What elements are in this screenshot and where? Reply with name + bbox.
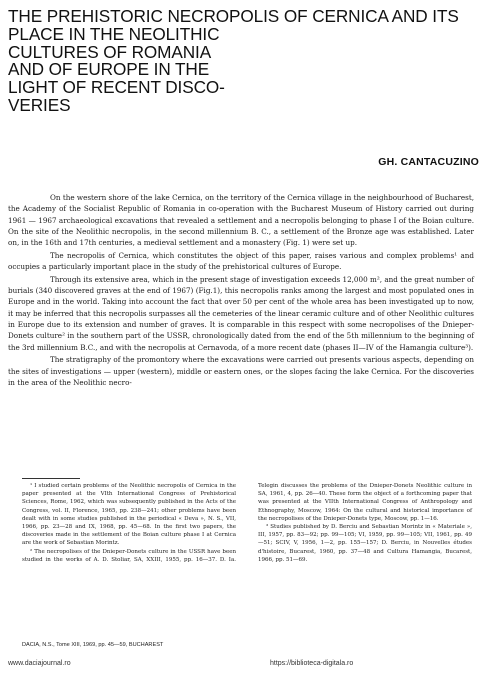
title-line: PLACE IN THE NEOLITHIC [8, 23, 220, 44]
body-paragraph: Through its extensive area, which in the present stage of investigation exceeds 12,000 m², and the great number of burials (340 discovered graves at the end of 1967) (Fig.1), this necropolis ranks among the largest and most populated ones in Europe and in the world. Taking into account the fact that over 50 per cent of the whole area has been investigated up to now, it may be inferred that this necropolis surpasses all the cemeteries of the linear ceramic culture and of other Neolithic cultures in Europe due to its extension and number of graves. It is comparable in this respect with some necropolises of the Dnieper-Donets culture² in the southern part of the USSR, chronologically dated from the end of the 5th millennium to the beginning of the 3rd millennium B.C., and with the necropolis at Cernavoda, of a more recent date (phases II—IV of the Hamangia culture³). [8, 274, 474, 352]
title-line: THE PREHISTORIC NECROPOLIS OF CERNICA AND ITS [8, 6, 459, 26]
article-body [8, 192, 474, 390]
body-paragraph: On the western shore of the lake Cernica, on the territory of the Cernica village in the neighbourhood of Bucharest, the Academy of the Socialist Republic of Romania in co-operation with the Bucharest Museum of History carried out during 1961 — 1967 archaeological excavations that revealed a settlement and a necropolis belonging to phase I of the Boian culture. On the site of the Neolithic necropolis, in the second millennium B. C., a settlement of the Bronze age was established. Later on, in the 16th and 17th centuries, a medieval settlement and a monastery (Fig. 1) were set up. [8, 193, 474, 248]
title-line: VERIES [8, 94, 71, 115]
title-line: AND OF EUROPE IN THE [8, 59, 210, 80]
footnote: ³ Studies published by D. Berciu and Sebastian Morintz in « Materiale », III, 1957, pp. 83—92; pp. 99—105; VI, 1959, pp. 99—105; VII, 1961, pp. 49—51; SCIV, V, 1956, 1—2, pp. 155—157; D. Berciu, in Nouvelles études d'histoire, Bucarest, 1960, pp. 37—48 and Cultura Hamangia, Bucarest, 1966, pp. 51—69. [258, 524, 472, 563]
body-paragraph: The necropolis of Cernica, which constitutes the object of this paper, raises various and complex problems¹ and occupies a particularly important place in the study of the prehistorical cultures of Europe. [8, 250, 474, 272]
title-line: CULTURES OF ROMANIA [8, 41, 212, 62]
footer-url-right[interactable]: https://biblioteca-digitala.ro [270, 660, 354, 667]
author-name: GH. CANTACUZINO [378, 156, 479, 168]
journal-reference: DACIA, N.S., Tome XIII, 1969, pp. 45—59, BUCHAREST [22, 642, 164, 648]
article-title [8, 8, 478, 115]
footnote: ² The necropolises of the Dnieper-Donets culture in the USSR have been studied in the works of A. D. Stoliar, SA, XXIII, 1955, pp. 16—37. D. Ia. Telegin discusses the problems of the Dnieper-Donets Neolithic culture in SA, 1961, 4, pp. 26—40. These form the object of a forthcoming paper that was presented at the VIIth International Congress of Anthropology and Ethnography, Moscow, 1964: On the cultural and historical importance of the necropolises of the Dnieper-Donets type, Moscow, pp. 1—16. [22, 483, 472, 563]
title-line: LIGHT OF RECENT DISCO- [8, 77, 225, 98]
body-paragraph: The stratigraphy of the promontory where the excavations were carried out presents various aspects, depending on the sites of investigations — upper (western), middle or eastern ones, or the slopes facing the lake Cernica. For the discoveries in the area of the Neolithic necro- [8, 355, 474, 387]
footnote-divider [22, 478, 80, 479]
footnotes [22, 482, 472, 564]
footer-url-left[interactable]: www.daciajournal.ro [8, 660, 71, 667]
footnote: ¹ I studied certain problems of the Neolithic necropolis of Cernica in the paper presented at the VIth International Congress of Prehistorical Sciences, Rome, 1962, which was subsequently published in the Acts of the Congress, vol. II, Florence, 1965, pp. 238—241; other problems have been dealt with in some studies published in the periodical « Deva », N. S., VII, 1966, pp. 23—28 and IX, 1968, pp. 45—68. In the first two papers, the discoveries made in the settlement of the Boian culture phase I at Cernica are the work of Sebastian Morintz. [22, 483, 236, 547]
